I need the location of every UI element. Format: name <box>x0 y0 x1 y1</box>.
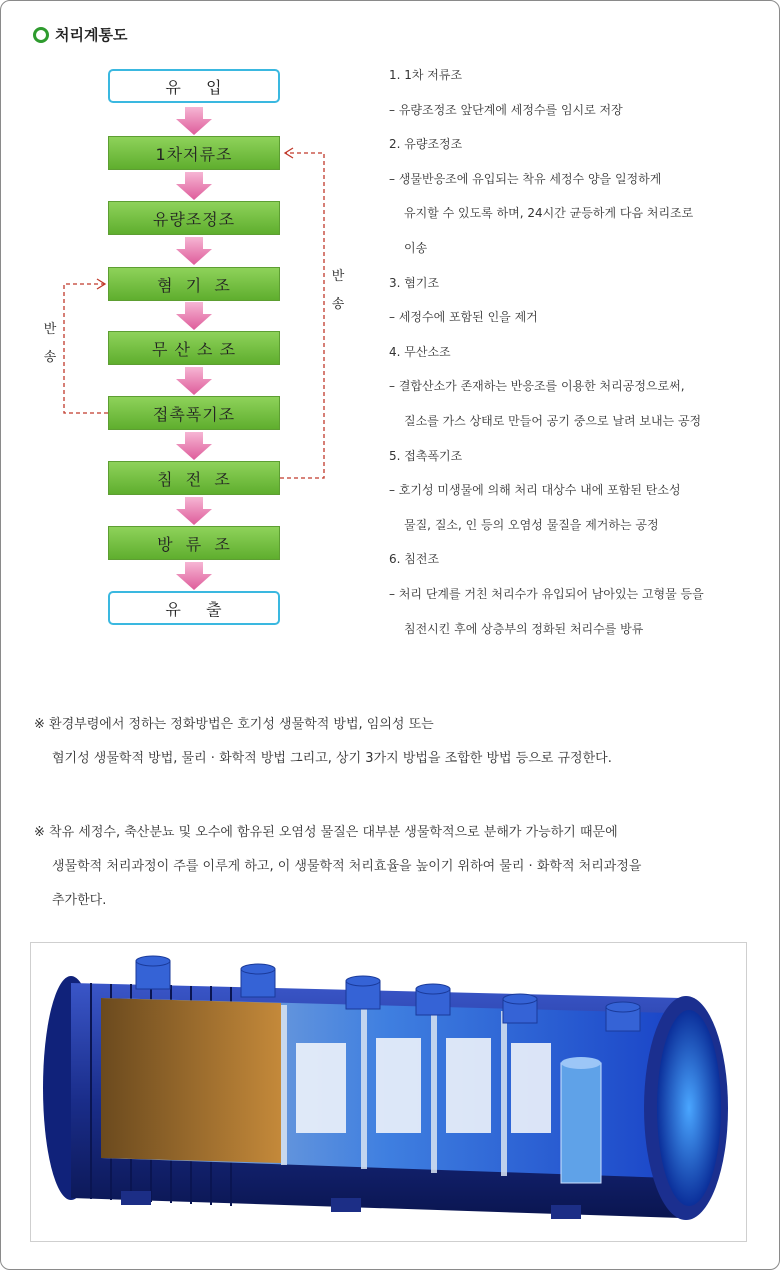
flow-box-label: 유 입 <box>165 77 223 97</box>
flow-box-label: 1차저류조 <box>155 144 233 164</box>
return-label-char: 반 <box>43 322 57 337</box>
return-label-left <box>42 316 58 372</box>
return-label-char: 반 <box>331 269 345 284</box>
desc-heading: 4. 무산소조 <box>389 344 451 359</box>
note-line: ※ 환경부령에서 정하는 정화방법은 호기성 생물학적 방법, 임의성 또는 <box>34 717 434 732</box>
section-title-text: 처리계통도 <box>55 26 128 44</box>
desc-heading: 5. 접촉폭기조 <box>389 448 463 463</box>
note-2 <box>34 823 754 925</box>
desc-line: 유지할 수 있도록 하며, 24시간 균등하게 다음 처리조로 <box>404 206 694 221</box>
desc-heading: 3. 혐기조 <box>389 275 440 290</box>
process-descriptions <box>389 64 759 652</box>
desc-line: – 처리 단계를 거친 처리수가 유입되어 남아있는 고형물 등을 <box>389 586 704 601</box>
desc-line: – 생물반응조에 유입되는 착유 세정수 양을 일정하게 <box>389 171 662 186</box>
note-1 <box>34 715 754 783</box>
desc-line: – 유량조정조 앞단계에 세정수를 임시로 저장 <box>389 102 623 117</box>
desc-heading: 6. 침전조 <box>389 552 440 567</box>
treatment-tank-illustration <box>30 942 747 1242</box>
flow-box-label: 유 출 <box>165 599 223 619</box>
note-line: ※ 착유 세정수, 축산분뇨 및 오수에 함유된 오염성 물질은 대부분 생물학적으로 분해가 가능하기 때문에 <box>34 825 618 840</box>
desc-line: 물질, 질소, 인 등의 오염성 물질을 제거하는 공정 <box>404 517 659 532</box>
desc-heading: 2. 유량조정조 <box>389 137 463 152</box>
desc-line: 이송 <box>404 240 428 255</box>
return-line-right <box>280 153 324 478</box>
desc-line: 질소를 가스 상태로 만들어 공기 중으로 날려 보내는 공정 <box>404 413 702 428</box>
tank-cutaway-image <box>31 943 746 1241</box>
return-label-right <box>330 263 346 319</box>
return-label-char: 송 <box>43 350 57 365</box>
flow-box-label: 혐 기 조 <box>157 275 231 295</box>
note-line: 생물학적 처리과정이 주를 이루게 하고, 이 생물학적 처리효율을 높이기 위하여 물리 · 화학적 처리과정을 <box>52 859 642 874</box>
flow-box-label: 유량조정조 <box>152 209 236 229</box>
return-label-char: 송 <box>331 297 345 312</box>
flow-box-label: 침 전 조 <box>157 469 231 489</box>
return-line-left <box>64 284 108 413</box>
flow-box-label: 방 류 조 <box>157 534 231 554</box>
flow-box-label: 접촉폭기조 <box>152 404 236 424</box>
flow-box-label: 무 산 소 조 <box>151 339 237 359</box>
desc-line: 침전시킨 후에 상층부의 정화된 처리수를 방류 <box>404 621 644 636</box>
note-line: 추가한다. <box>52 893 107 908</box>
desc-line: – 세정수에 포함된 인을 제거 <box>389 310 538 325</box>
desc-line: – 호기성 미생물에 의해 처리 대상수 내에 포함된 탄소성 <box>389 483 681 498</box>
desc-line: – 결합산소가 존재하는 반응조를 이용한 처리공정으로써, <box>389 379 685 394</box>
note-line: 혐기성 생물학적 방법, 물리 · 화학적 방법 그리고, 상기 3가지 방법을 조합한 방법 등으로 규정한다. <box>52 751 612 766</box>
desc-heading: 1. 1차 저류조 <box>389 68 463 82</box>
